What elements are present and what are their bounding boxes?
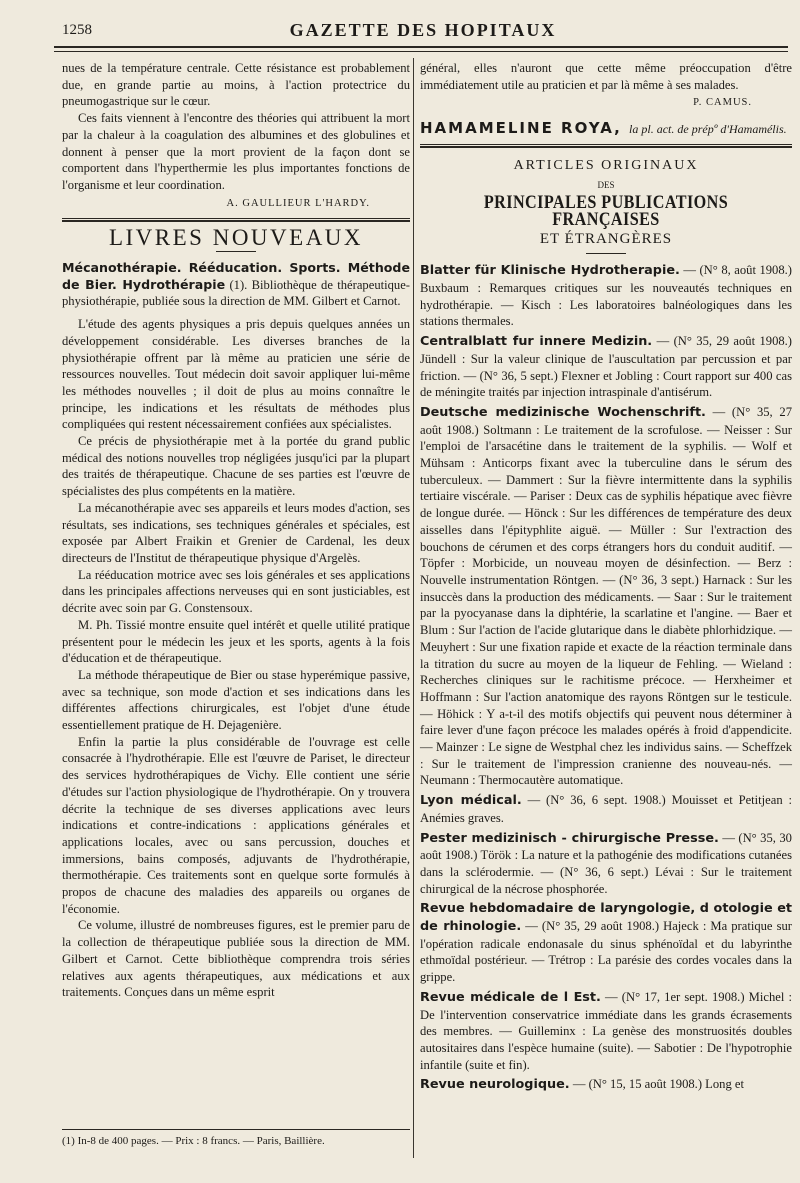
publication-entry: [420, 333, 792, 401]
section-rule: [62, 218, 410, 219]
author-signature: A. GAULLIEUR L'HARDY.: [226, 197, 370, 209]
publication-text: — (N° 35, 29 août 1908.) Hajeck : Ma pratique sur l'opération radicale endonasale du sinus sphénoïdal et du labyrinthe ethmoïdal postérieur. — Trétrop : La parésie des cordes vocales dans la grippe.: [420, 919, 792, 985]
footnote-rule: [62, 1129, 410, 1130]
column-divider: [413, 58, 414, 1158]
journal-title: GAZETTE DES HOPITAUX: [289, 20, 557, 40]
footnote: (1) In-8 de 400 pages. — Prix : 8 francs. — Paris, Baillière.: [62, 1135, 325, 1147]
paragraph: Ce précis de physiothérapie met à la portée du grand public médical des notions nouvelles trop négligées jusqu'ici par la plupart des traités de thérapeutique. Chacune de ses parties est l'œuvre de spécialistes des plus compétents en la matière.: [62, 434, 410, 499]
publication-title: Revue hebdomadaire de laryngologie, d otologie et de rhinologie.: [420, 901, 792, 935]
section-subtitle: DES: [597, 179, 615, 190]
publication-entry: [420, 989, 792, 1074]
section-title: LIVRES NOUVEAUX: [108, 225, 364, 251]
publication-entry: [420, 830, 792, 898]
section-heading: PRINCIPALES PUBLICATIONS FRANÇAISES: [483, 192, 729, 230]
section-title: ARTICLES ORIGINAUX: [513, 157, 699, 173]
book-title: Mécanothérapie. Rééducation. Sports. Méthode de Bier. Hydrothérapie: [62, 260, 410, 292]
publication-title: Deutsche medizinische Wochenschrift.: [420, 404, 706, 420]
book-details: (1). Bibliothèque de thérapeutique-physiothérapie, publiée sous la direction de MM. Gilbert et Carnot.: [62, 277, 410, 309]
left-column: [62, 60, 410, 1001]
publication-text: — (N° 35, 29 août 1908.) Jündell : Sur la valeur clinique de l'auscultation par percussion et par friction. — (N° 36, 5 sept.) Flexner et Jobling : Court rapport sur 400 cas de méningite traités par injection intraspinale d'antisérum.: [420, 334, 793, 400]
paragraph: Enfin la partie la plus considérable de l'ouvrage est celle consacrée à l'hydrothérapie. Elle est l'œuvre de Pariset, le directeur des services hydrothérapiques de Vichy. Elle contient une série d'études sur l'action physiologique de l'hydrothérapie. On y trouvera décrite la technique de ses diverses applications avec leurs indications et contre-indications : applications générales et applications locales, avec ou sans percussion, douches et immersions, bains composés, adjuvants de l'hydrothérapie, thermothérapie. Ces traitements sont en quelque sorte formulés à propos de chacune des maladies des appareils ou organes de l'économie.: [62, 734, 410, 916]
book-entry: [62, 260, 410, 310]
page-header: [62, 20, 784, 44]
short-rule: [216, 251, 256, 252]
paragraph: M. Ph. Tissié montre ensuite quel intérêt et quelle utilité pratique présentent pour le médecin les jeux et les sports, agents à la fois d'éducation et de thérapeutique.: [62, 617, 410, 666]
publication-title: Revue neurologique.: [420, 1077, 570, 1093]
publication-entry: [420, 1076, 792, 1094]
section-rule-thick: [62, 220, 410, 222]
publication-text: — (N° 35, 30 août 1908.) Török : La nature et la pathogénie des modifications cutanées dans la sclérodermie. — (N° 36, 6 sept.) Lévai : Sur le traitement chirurgical de la nécrose phosphorée.: [420, 830, 792, 896]
publication-text: — (N° 8, août 1908.) Buxbaum : Remarques critiques sur les nouveautés techniques en hydrothérapie. — Kisch : Les laboratoires balnéologiques dans les stations thermales.: [420, 263, 792, 329]
section-heading-2: ET ÉTRANGÈRES: [539, 230, 673, 247]
paragraph: général, elles n'auront que cette même préoccupation d'être immédiatement utile au praticien et par là même à ses malades.: [420, 61, 792, 92]
ad-brand: HAMAMELINE ROYA,: [420, 119, 622, 138]
publication-entry: [420, 792, 792, 826]
paragraph: La rééducation motrice avec ses lois générales et ses applications dans les principales affections nerveuses qui en sont justiciables, est décrite avec soin par G. Constensoux.: [62, 567, 410, 616]
section-rule-thick: [420, 146, 792, 148]
publication-entry: [420, 900, 792, 986]
publication-entry: [420, 404, 792, 789]
ad-tagline: la pl. act. de prépº d'Hamamélis.: [629, 122, 787, 137]
publication-title: Revue médicale de l Est.: [420, 989, 601, 1005]
section-rule: [420, 144, 792, 145]
publication-title: Lyon médical.: [420, 793, 522, 809]
publication-list: [420, 262, 792, 1094]
author-signature: P. CAMUS.: [693, 97, 752, 109]
header-rule-thin: [54, 51, 788, 52]
paragraph: Ce volume, illustré de nombreuses figures, est le premier paru de la collection de thérapeutique publiée sous la direction de MM. Gilbert et Carnot. Cette bibliothèque comprendra trois séries relatives aux agents thérapeutiques, aux médications et aux traitements. Conçues dans un même esprit: [62, 918, 410, 1000]
paragraph: L'étude des agents physiques a pris depuis quelques années un développement considérable. Les diverses branches de la physiothérapie offrent par là même au praticien une série de ressources nouvelles. Tout médecin doit savoir appliquer lui-même les méthodes nouvelles ; il doit de plus au moins connaître le principe, les indications et les résultats de méthodes plus compliquées qui restent nécessairement confiées aux spécialistes.: [62, 317, 410, 432]
publication-title: Blatter für Klinische Hydrotherapie.: [420, 263, 680, 279]
right-column: [420, 60, 792, 1094]
paragraph: Ces faits viennent à l'encontre des théories qui attribuent la mort par la chaleur à la coagulation des albumines et des globulines et donnent à penser que la mort provient de la façon dont se comportent dans l'hyperthermie les plus importantes fonctions de l'organisme et leur coordination.: [62, 111, 410, 192]
header-rule: [54, 46, 788, 48]
page-number: 1258: [62, 22, 92, 38]
short-rule: [586, 253, 626, 254]
paragraph: La mécanothérapie avec ses appareils et leurs modes d'action, ses résultats, ses indications, ses techniques générales et spéciales, est exposée par Albert Fraikin et Grenier de Cardenal, les deux directeurs de l'Institut de thérapeutique physique d'Argelès.: [62, 500, 410, 565]
advertisement: [420, 120, 792, 138]
publication-text: — (N° 17, 1er sept. 1908.) Michel : De l'intervention conservatrice immédiate dans les grands écrasements des membres. — Guilleminx : La genèse des monstruosités doubles autositaires dans l'espèce humaine (suite). — Sabotier : De l'hypotrophie infantile (suite et fin).: [420, 989, 792, 1072]
publication-text: — (N° 36, 6 sept. 1908.) Mouisset et Petitjean : Anémies graves.: [420, 793, 792, 825]
publication-text: — (N° 15, 15 août 1908.) Long et: [569, 1077, 744, 1092]
paragraph: La méthode thérapeutique de Bier ou stase hyperémique passive, avec sa technique, son mode d'action et ses indications dans les différentes affections chirurgicales, est l'objet d'une étude essentiellement pratique de H. Dejagenière.: [62, 667, 410, 733]
publication-title: Centralblatt fur innere Medizin.: [420, 334, 653, 350]
publication-entry: [420, 262, 792, 330]
publication-text: — (N° 35, 27 août 1908.) Soltmann : Le traitement de la scrofulose. — Neisser : Sur l'emploi de l'arsacétine dans le traitement de la syphilis. — Wolf et Mühsam : Anticorps fixant avec la tuberculine dans le sérum des tuberculeux. — Dammert : Sur la fièvre intermittente dans la syphilis tertiaire viscérale. — Pariser : Deux cas de syphilis hépatique avec fièvre de longue durée. — Hönck : Sur les différences de température des deux aisselles dans l'épityphlite aiguë. — Müller : Sur l'extraction des bouchons de cérumen et des corps étrangers hors du conduit auditif. — Töpfer : Morbicide, un nouveau moyen de désinfection. — Berz : Nouvelle instrumentation Röntgen. — (N° 36, 3 sept.) Harnack : Sur les insuccès dans la production des médicaments. — Saar : Sur le traitement par la pyocyanase dans la diphtérie, la scarlatine et l'angine. — Baer et Blum : Sur l'action de l'acide glutarique dans le diabète phlorhidzique. — Meuyhert : Sur une fixation rapide et exacte de la réaction terminale dans la titration du sucre au moyen de la liqueur de Fehling. — Wieland : Recherches cliniques sur le rachitisme précoce. — Herxheimer et Hoffmann : Sur l'action anatomique des rayons Röntgen sur le testicule. — Höhick : Y a-t-il des motifs objectifs qui peuvent nous déterminer à faire lever d'une façon précoce les malades opérés à froid d'appendicite. — Mainzer : Le signe de Westphal chez les individus sains. — Scheffzek : Sur le traitement de l'impression cranienne des nouveau-nés. — Neumann : Thermocautère automatique.: [420, 404, 792, 788]
publication-title: Pester medizinisch - chirurgische Presse.: [420, 830, 719, 846]
paragraph: nues de la température centrale. Cette résistance est probablement due, en grande partie au moins, à l'action protectrice du pneumogastrique sur le cœur.: [62, 61, 410, 109]
